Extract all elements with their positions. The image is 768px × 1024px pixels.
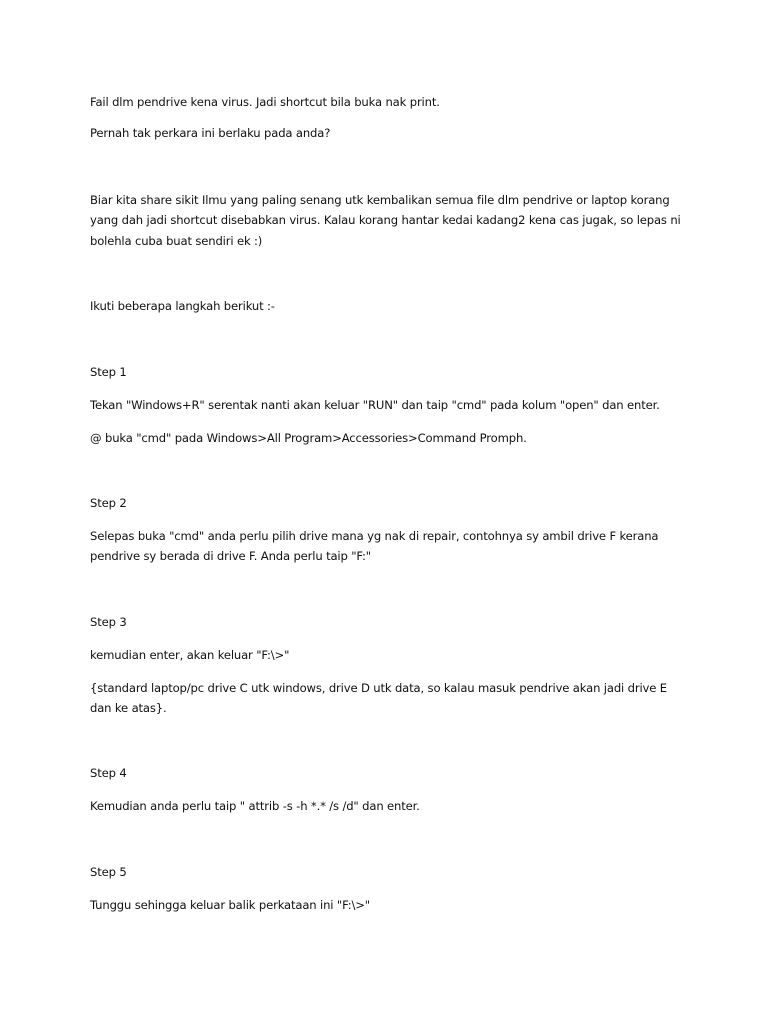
intro-paragraph-line-2: yang dah jadi shortcut disebabkan virus. Kalau korang hantar kedai kadang2 kena cas jugak, so lepas ni xyxy=(90,213,681,227)
step-3-text-2: {standard laptop/pc drive C utk windows, drive D utk data, so kalau masuk pendrive akan jadi drive E xyxy=(90,681,667,695)
intro-paragraph-line-1: Biar kita share sikit Ilmu yang paling senang utk kembalikan semua file dlm pendrive or laptop korang xyxy=(90,193,670,207)
step-3-text-1: kemudian enter, akan keluar "F:\>" xyxy=(90,648,290,662)
step-5-text: Tunggu sehingga keluar balik perkataan ini "F:\>" xyxy=(90,898,370,912)
step-1-text-1: Tekan "Windows+R" serentak nanti akan keluar "RUN" dan taip "cmd" pada kolum "open" dan enter. xyxy=(90,398,660,412)
intro-paragraph-line-3: bolehla cuba buat sendiri ek :) xyxy=(90,234,263,248)
steps-intro: Ikuti beberapa langkah berikut :- xyxy=(90,299,275,313)
step-1-heading: Step 1 xyxy=(90,365,127,379)
step-5-heading: Step 5 xyxy=(90,865,127,879)
step-2-heading: Step 2 xyxy=(90,496,127,510)
step-2-text-1: Selepas buka "cmd" anda perlu pilih drive mana yg nak di repair, contohnya sy ambil drive F kerana xyxy=(90,529,659,543)
step-4-text: Kemudian anda perlu taip " attrib -s -h *.* /s /d" dan enter. xyxy=(90,799,420,813)
step-3-text-3: dan ke atas}. xyxy=(90,701,167,715)
step-3-heading: Step 3 xyxy=(90,615,127,629)
step-4-heading: Step 4 xyxy=(90,766,127,780)
intro-line-1: Fail dlm pendrive kena virus. Jadi shortcut bila buka nak print. xyxy=(90,95,440,109)
step-2-text-2: pendrive sy berada di drive F. Anda perlu taip "F:" xyxy=(90,549,371,563)
step-1-text-2: @ buka "cmd" pada Windows>All Program>Accessories>Command Promph. xyxy=(90,431,527,445)
intro-question: Pernah tak perkara ini berlaku pada anda? xyxy=(90,126,331,140)
